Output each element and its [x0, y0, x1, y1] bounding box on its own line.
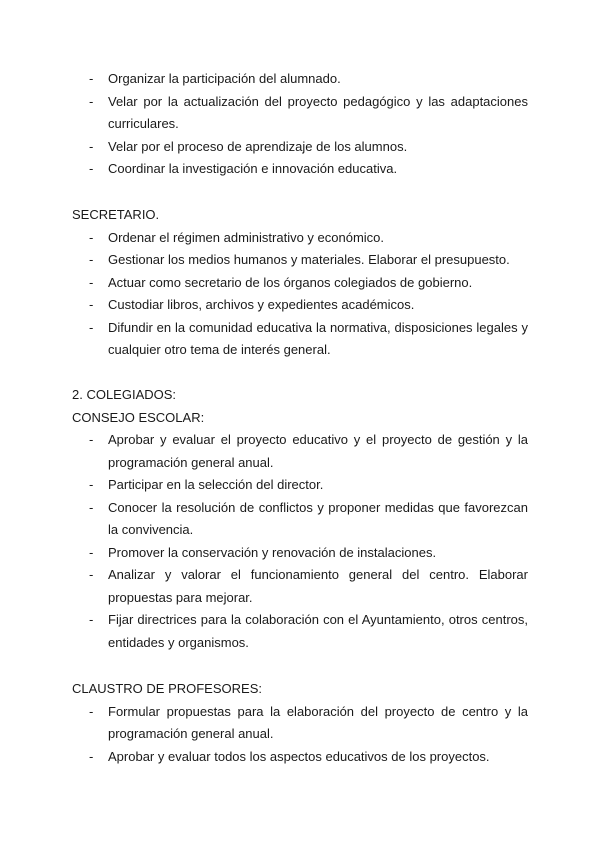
dash-bullet: - — [89, 544, 94, 560]
claustro-section — [72, 678, 528, 768]
consejo-escolar-heading: CONSEJO ESCOLAR: — [72, 409, 205, 425]
secretario-heading: SECRETARIO. — [72, 207, 160, 222]
dash-bullet: - — [89, 319, 94, 335]
dash-bullet: - — [89, 612, 94, 627]
list-item — [72, 91, 528, 136]
list-item — [72, 136, 528, 159]
list-item-text: Organizar la participación del alumnado. — [108, 71, 341, 86]
list-item — [72, 68, 528, 91]
list-item — [72, 564, 528, 609]
list-item-text: Formular propuestas para la elaboración del proyecto de centro y la programación general anual. — [108, 703, 528, 741]
list-item-text: Analizar y valorar el funcionamiento general del centro. Elaborar propuestas para mejorar. — [108, 567, 528, 605]
dash-bullet: - — [89, 138, 94, 154]
secretario-section — [72, 204, 528, 362]
list-item — [72, 542, 528, 565]
list-item-text: Velar por la actualización del proyecto pedagógico y las adaptaciones curriculares. — [108, 93, 528, 131]
dash-bullet: - — [89, 432, 94, 447]
list-item — [72, 497, 528, 542]
list-item-text: Fijar directrices para la colaboración con el Ayuntamiento, otros centros, entidades y organismos. — [108, 612, 528, 650]
dash-bullet: - — [89, 71, 94, 86]
list-item-text: Conocer la resolución de conflictos y proponer medidas que favorezcan la convivencia. — [108, 499, 528, 537]
list-item-text: Custodiar libros, archivos y expedientes académicos. — [108, 297, 415, 312]
dash-bullet: - — [89, 748, 94, 764]
list-item-text: Participar en la selección del director. — [108, 477, 324, 492]
list-item — [72, 746, 528, 769]
dash-bullet: - — [89, 477, 94, 492]
list-item-text: Gestionar los medios humanos y materiales. Elaborar el presupuesto. — [108, 252, 510, 267]
list-item — [72, 158, 528, 181]
dash-bullet: - — [89, 567, 94, 582]
consejo-escolar-functions-list — [72, 429, 528, 654]
list-item-text: Difundir en la comunidad educativa la normativa, disposiciones legales y cualquier otro tema de interés general. — [108, 319, 528, 357]
dash-bullet: - — [89, 297, 94, 312]
list-item — [72, 317, 528, 362]
directora-functions-list — [72, 68, 528, 181]
claustro-heading: CLAUSTRO DE PROFESORES: — [72, 681, 262, 696]
list-item-text: Ordenar el régimen administrativo y económico. — [108, 229, 385, 245]
list-item — [72, 701, 528, 746]
secretario-functions-list — [72, 227, 528, 362]
dash-bullet: - — [89, 161, 94, 176]
list-item — [72, 272, 528, 295]
directora-functions-block — [72, 68, 528, 181]
list-item — [72, 429, 528, 474]
list-item-text: Actuar como secretario de los órganos colegiados de gobierno. — [108, 274, 473, 290]
list-item — [72, 249, 528, 272]
dash-bullet: - — [89, 229, 94, 245]
list-item-text: Aprobar y evaluar el proyecto educativo y el proyecto de gestión y la programación general anual. — [108, 432, 528, 470]
colegiados-heading: 2. COLEGIADOS: — [72, 387, 177, 402]
claustro-functions-list — [72, 701, 528, 769]
dash-bullet: - — [89, 93, 94, 109]
list-item — [72, 294, 528, 317]
dash-bullet: - — [89, 252, 94, 267]
dash-bullet: - — [89, 499, 94, 515]
list-item-text: Coordinar la investigación e innovación educativa. — [108, 161, 398, 176]
list-item — [72, 609, 528, 654]
list-item — [72, 474, 528, 497]
dash-bullet: - — [89, 703, 94, 719]
list-item-text: Aprobar y evaluar todos los aspectos educativos de los proyectos. — [108, 748, 490, 764]
list-item-text: Velar por el proceso de aprendizaje de los alumnos. — [108, 138, 408, 154]
dash-bullet: - — [89, 274, 94, 290]
list-item — [72, 227, 528, 250]
list-item-text: Promover la conservación y renovación de instalaciones. — [108, 544, 437, 560]
colegiados-section — [72, 384, 528, 654]
